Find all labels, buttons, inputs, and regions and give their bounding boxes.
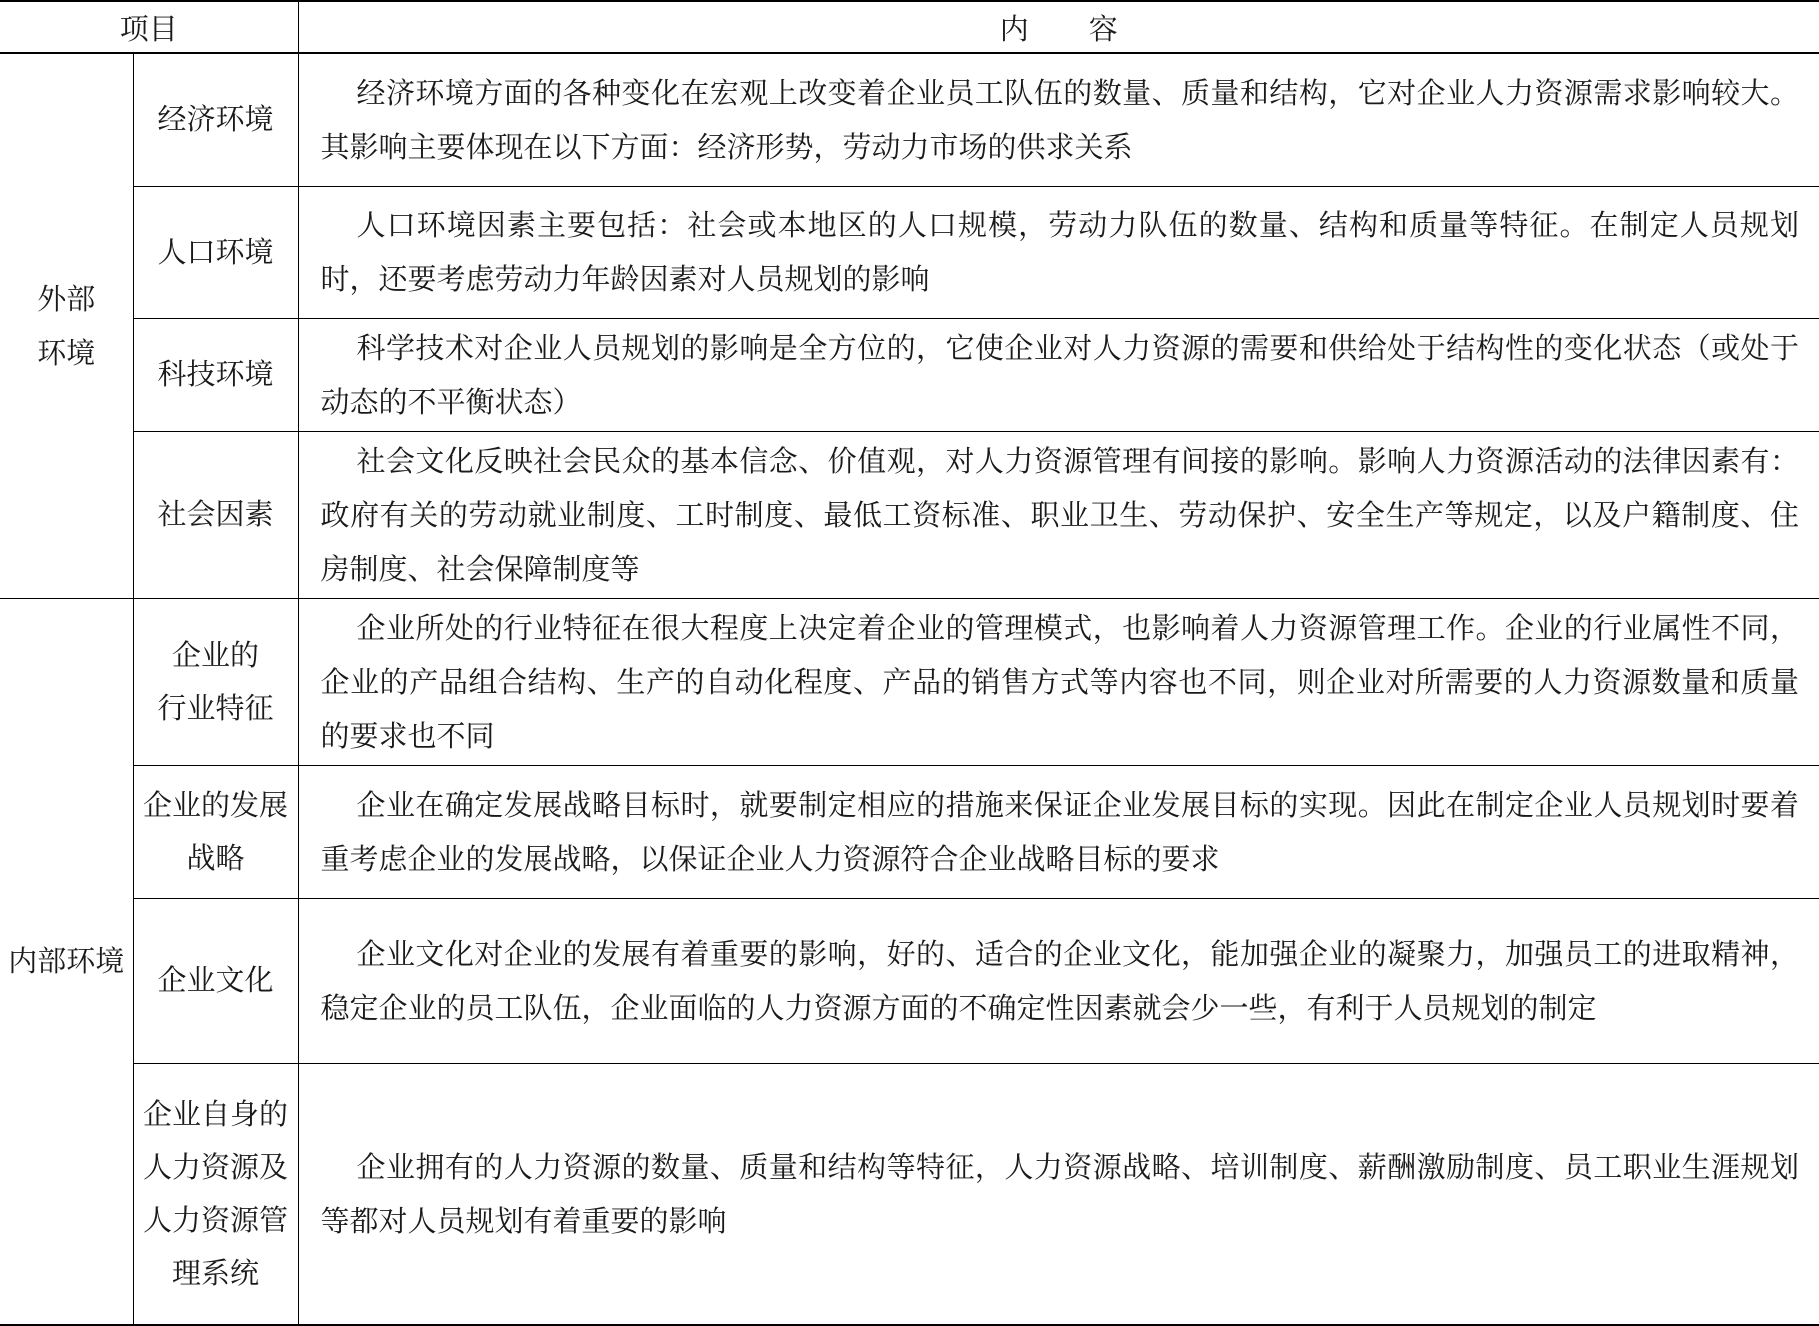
- content-cell: [298, 318, 1819, 431]
- table-row: [0, 765, 1819, 898]
- item-cell: [133, 598, 298, 765]
- table-row: [0, 898, 1819, 1063]
- content-text: 企业所处的行业特征在很大程度上决定着企业的管理模式，也影响着人力资源管理工作。企业的行业属性不同，企业的产品组合结构、生产的自动化程度、产品的销售方式等内容也不同，则企业对所需要的人力资源数量和质量的要求也不同: [320, 610, 1800, 753]
- item-cell: [133, 186, 298, 318]
- item-name: 人口环境: [157, 234, 274, 269]
- item-cell: [133, 765, 298, 898]
- item-cell: [133, 53, 298, 186]
- item-name: 企业自身的人力资源及人力资源管理系统: [142, 1096, 288, 1290]
- content-cell: [298, 598, 1819, 765]
- content-cell: [298, 186, 1819, 318]
- table-row: [0, 186, 1819, 318]
- item-name-line-2: 行业特征: [157, 690, 274, 725]
- item-cell: [133, 318, 298, 431]
- table-row: [0, 1063, 1819, 1325]
- content-text: 人口环境因素主要包括：社会或本地区的人口规模，劳动力队伍的数量、结构和质量等特征。在制定人员规划时，还要考虑劳动力年龄因素对人员规划的影响: [320, 208, 1800, 296]
- content-cell: [298, 1063, 1819, 1325]
- group-label-external-line-2: 环境: [37, 335, 96, 370]
- item-name-line-1: 企业的: [172, 637, 260, 672]
- item-name: [158, 629, 274, 735]
- content-text: 社会文化反映社会民众的基本信念、价值观，对人力资源管理有间接的影响。影响人力资源活动的法律因素有：政府有关的劳动就业制度、工时制度、最低工资标准、职业卫生、劳动保护、安全生产等规定，以及户籍制度、住房制度、社会保障制度等: [320, 443, 1800, 586]
- group-cell-internal: [0, 598, 133, 1325]
- content-text: 科学技术对企业人员规划的影响是全方位的，它使企业对人力资源的需要和供给处于结构性的变化状态（或处于动态的不平衡状态）: [320, 330, 1800, 419]
- item-name: 企业的发展战略: [142, 787, 288, 875]
- item-name: 企业文化: [157, 963, 274, 997]
- content-text: 企业拥有的人力资源的数量、质量和结构等特征，人力资源战略、培训制度、薪酬激励制度、员工职业生涯规划等都对人员规划有着重要的影响: [320, 1149, 1800, 1238]
- content-cell: [298, 431, 1819, 598]
- group-cell-external: [0, 53, 133, 598]
- item-cell: [133, 1063, 298, 1325]
- group-label-external-line-1: 外部: [37, 281, 96, 316]
- table-header-row: [0, 1, 1819, 53]
- content-text: 企业在确定发展战略目标时，就要制定相应的措施来保证企业发展目标的实现。因此在制定企业人员规划时要着重考虑企业的发展战略，以保证企业人力资源符合企业战略目标的要求: [320, 787, 1800, 876]
- header-project: 项目: [0, 1, 298, 53]
- content-cell: [298, 53, 1819, 186]
- item-cell: [133, 431, 298, 598]
- table-row: [0, 53, 1819, 186]
- content-cell: [298, 765, 1819, 898]
- table-row: [0, 598, 1819, 765]
- item-cell: [133, 898, 298, 1063]
- group-label-external: [37, 272, 95, 380]
- item-name: 经济环境: [157, 102, 274, 137]
- table-row: [0, 431, 1819, 598]
- item-name: 社会因素: [157, 497, 274, 531]
- header-content: 内容: [298, 1, 1819, 53]
- content-cell: [298, 898, 1819, 1063]
- content-text: 企业文化对企业的发展有着重要的影响，好的、适合的企业文化，能加强企业的凝聚力，加强员工的进取精神，稳定企业的员工队伍，企业面临的人力资源方面的不确定性因素就会少一些，有利于人员规划的制定: [320, 936, 1800, 1025]
- content-text: 经济环境方面的各种变化在宏观上改变着企业员工队伍的数量、质量和结构，它对企业人力资源需求影响较大。其影响主要体现在以下方面：经济形势，劳动力市场的供求关系: [320, 75, 1800, 164]
- item-name: 科技环境: [157, 357, 274, 391]
- table-row: [0, 318, 1819, 431]
- group-label-internal: 内部环境: [8, 944, 125, 979]
